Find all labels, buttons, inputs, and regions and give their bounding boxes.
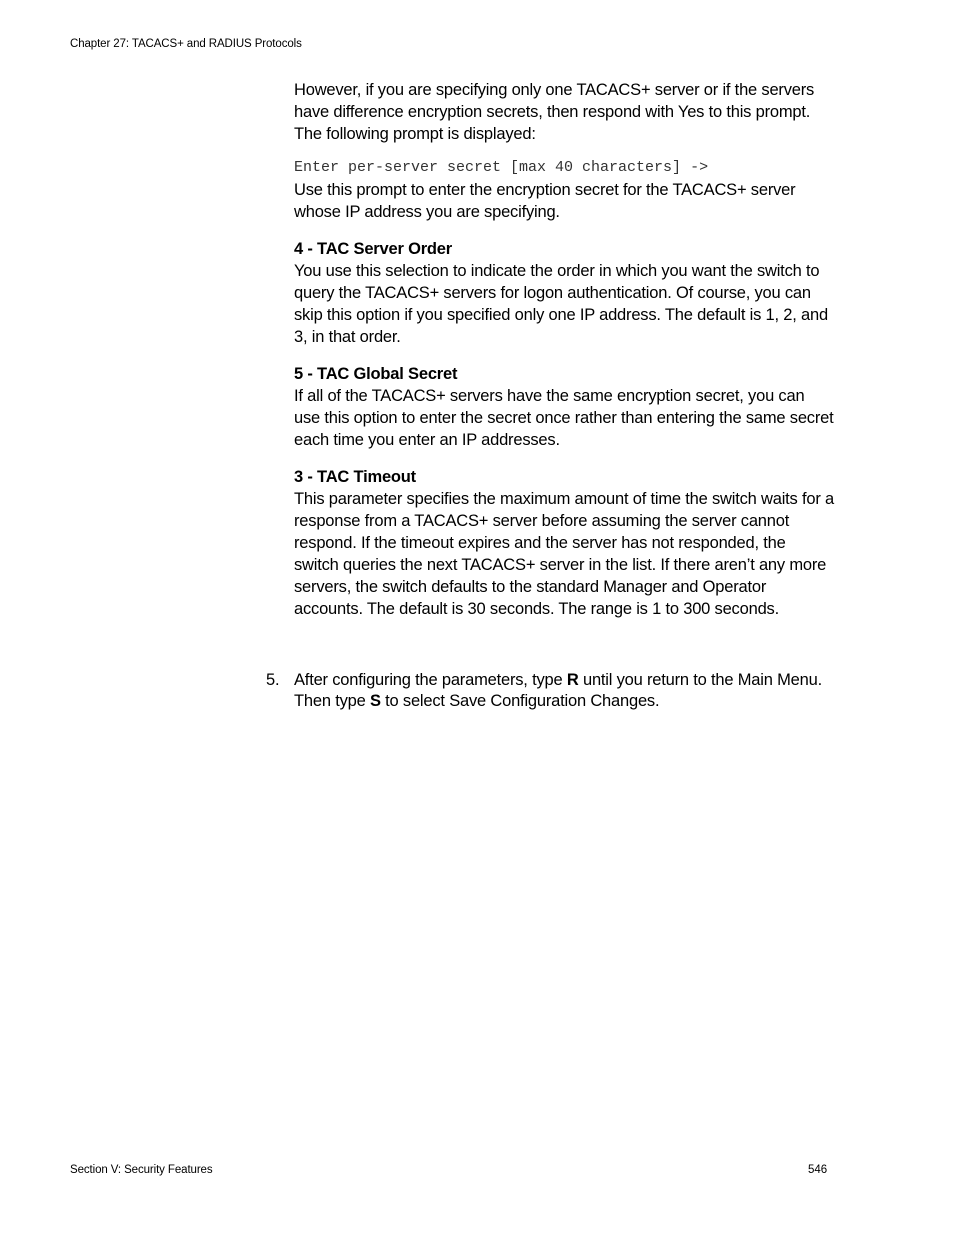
page-number: 546 <box>808 1164 828 1176</box>
option-tac-global-secret <box>294 363 834 451</box>
key-r: R <box>566 671 579 689</box>
prompt-explanation: Use this prompt to enter the encryption secret for the TACACS+ server whose IP address you are specifying. <box>294 181 796 221</box>
option-title: 4 - TAC Server Order <box>294 240 453 258</box>
option-title: 5 - TAC Global Secret <box>294 365 458 383</box>
step-text <box>294 670 836 712</box>
main-content <box>294 79 834 635</box>
option-tac-server-order <box>294 238 834 348</box>
option-description: If all of the TACACS+ servers have the same encryption secret, you can use this option to enter the secret once rather than entering the same secret each time you enter an IP addresses. <box>294 387 834 449</box>
running-footer: Section V: Security Features <box>70 1164 213 1176</box>
step-text-part: to select Save Configuration Changes. <box>380 692 660 710</box>
key-s: S <box>369 692 381 710</box>
step-text-part: until you return to the Main Menu. Then type <box>294 671 822 710</box>
step-text-part: After configuring the parameters, type <box>294 671 567 689</box>
intro-paragraph: However, if you are specifying only one TACACS+ server or if the servers have difference encryption secrets, then respond with Yes to this prompt. The following prompt is displayed: <box>294 81 815 143</box>
option-description: This parameter specifies the maximum amount of time the switch waits for a response from a TACACS+ server before assuming the server cannot respond. If the timeout expires and the server has not responded, the switch queries the next TACACS+ server in the list. If there aren’t any more servers, the switch defaults to the standard Manager and Operator accounts. The default is 30 seconds. The range is 1 to 300 seconds. <box>294 490 834 618</box>
option-title: 3 - TAC Timeout <box>294 468 416 486</box>
running-header: Chapter 27: TACACS+ and RADIUS Protocols <box>70 38 302 50</box>
step-number: 5. <box>266 671 280 689</box>
option-tac-timeout <box>294 466 834 620</box>
step-5 <box>266 670 836 712</box>
code-prompt: Enter per-server secret [max 40 characters] -> <box>294 159 709 176</box>
option-description: You use this selection to indicate the order in which you want the switch to query the TACACS+ servers for logon authentication. Of course, you can skip this option if you specified only one IP address. The default is 1, 2, and 3, in that order. <box>294 262 828 346</box>
